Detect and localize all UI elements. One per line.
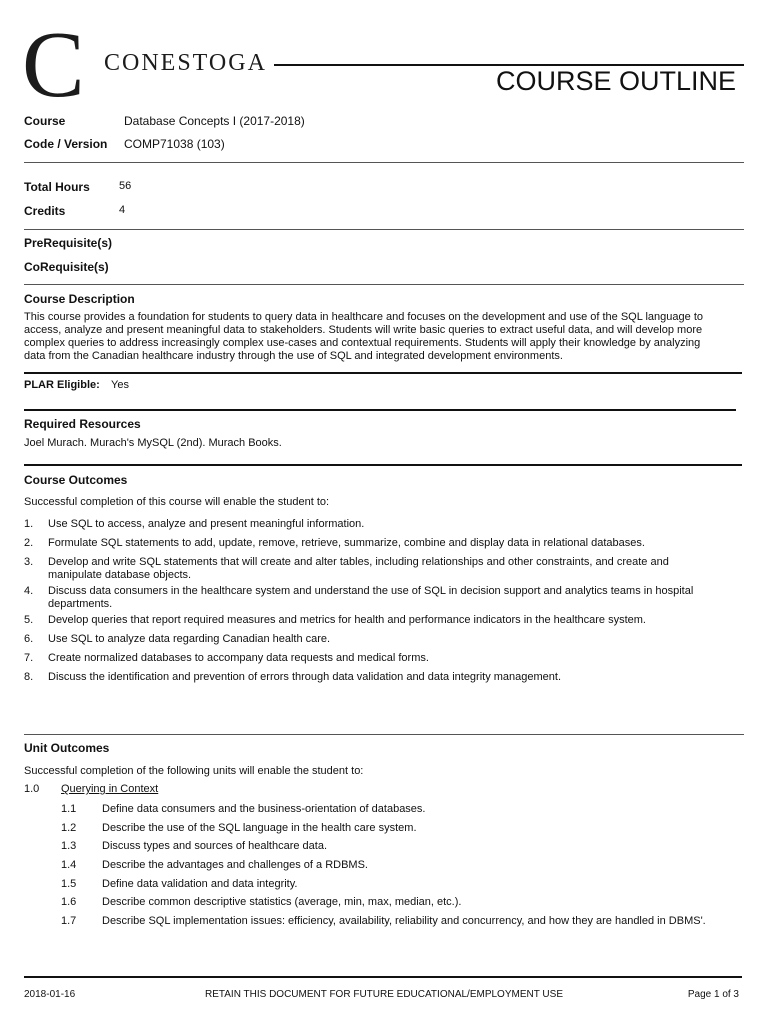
- description-line: This course provides a foundation for students to query data in healthcare and focuses on the development and use of the SQL language to: [24, 311, 703, 323]
- footer-date: 2018-01-16: [24, 989, 76, 1000]
- plar-label: PLAR Eligible:: [24, 379, 100, 391]
- credits-label: Credits: [24, 204, 66, 218]
- code-version-value: COMP71038 (103): [124, 137, 225, 151]
- description-line: complex queries to address increasingly complex use-cases and contextual requirements. Students will apply their knowledge by analyzing: [24, 337, 701, 349]
- credits-value: 4: [119, 204, 126, 216]
- divider: [24, 372, 742, 374]
- divider: [24, 229, 744, 230]
- prerequisites-label: PreRequisite(s): [24, 236, 113, 250]
- required-resources-text: Joel Murach. Murach's MySQL (2nd). Murach Books.: [24, 437, 282, 449]
- unit-title: Querying in Context: [61, 783, 159, 795]
- logo-wordmark: CONESTOGA: [104, 50, 267, 76]
- corequisites-label: CoRequisite(s): [24, 260, 109, 274]
- divider: [24, 734, 744, 735]
- course-label: Course: [24, 114, 66, 128]
- unit-outcomes-intro: Successful completion of the following units will enable the student to:: [24, 765, 364, 777]
- course-description-text: [24, 311, 740, 363]
- footer-notice: RETAIN THIS DOCUMENT FOR FUTURE EDUCATIONAL/EMPLOYMENT USE: [205, 989, 563, 1000]
- divider: [24, 284, 744, 285]
- course-outcomes-heading: Course Outcomes: [24, 473, 128, 487]
- course-value: Database Concepts I (2017-2018): [124, 114, 305, 128]
- description-line: access, analyze and present meaningful data to stakeholders. Students will write basic queries to extract useful data, and will develop more: [24, 324, 703, 336]
- divider: [24, 409, 736, 411]
- unit-outcomes-heading: Unit Outcomes: [24, 741, 110, 755]
- code-version-label: Code / Version: [24, 137, 108, 151]
- logo-mark: C: [22, 13, 85, 117]
- footer-page-number: Page 1 of 3: [687, 989, 739, 1000]
- required-resources-heading: Required Resources: [24, 417, 141, 431]
- divider: [24, 464, 742, 466]
- plar-value: Yes: [111, 379, 129, 391]
- unit-number: 1.0: [24, 783, 40, 795]
- total-hours-value: 56: [119, 180, 132, 192]
- course-outcomes-intro: Successful completion of this course will enable the student to:: [24, 496, 330, 508]
- divider: [24, 162, 744, 163]
- course-description-heading: Course Description: [24, 292, 135, 306]
- description-line: data from the Canadian healthcare industry through the use of SQL and integrated development environments.: [24, 350, 563, 362]
- total-hours-label: Total Hours: [24, 180, 90, 194]
- footer-rule: [24, 976, 742, 978]
- document-title: COURSE OUTLINE: [495, 66, 736, 96]
